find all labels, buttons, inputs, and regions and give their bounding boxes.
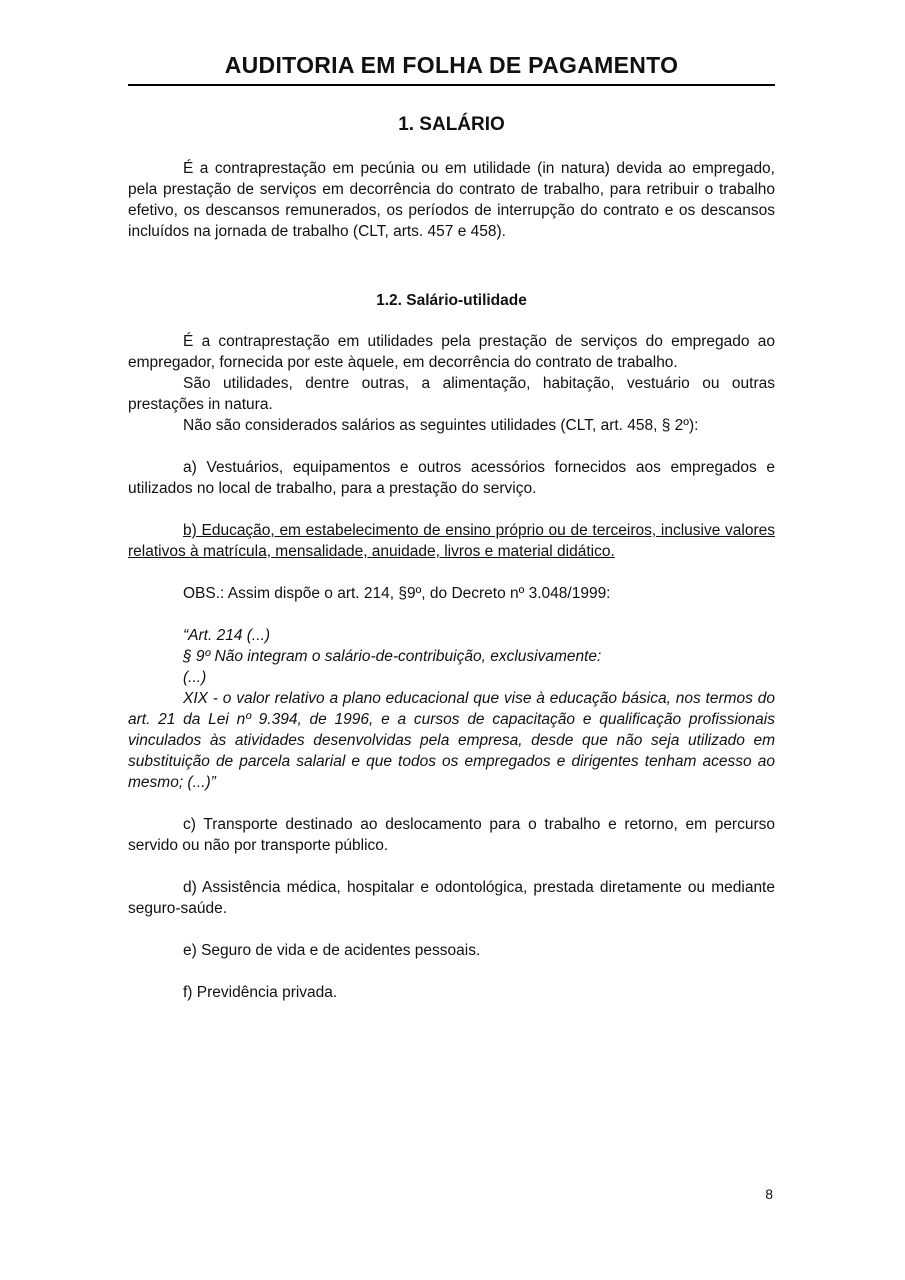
list-item-e: e) Seguro de vida e de acidentes pessoais.: [183, 942, 481, 959]
subsection-title: 1.2. Salário-utilidade: [376, 292, 527, 309]
list-item-f: f) Previdência privada.: [183, 984, 338, 1001]
section-title: 1. SALÁRIO: [398, 114, 505, 135]
paragraph-intro: É a contraprestação em pecúnia ou em utilidade (in natura) devida ao empregado, pela prestação de serviços em decorrência do contrato de trabalho, para retribuir o trabalho efetivo, os descansos remunerados, os períodos de interrupção do contrato e os descansos incluídos na jornada de trabalho (CLT, arts. 457 e 458).: [128, 160, 775, 240]
paragraph-obs: OBS.: Assim dispõe o art. 214, §9º, do Decreto nº 3.048/1999:: [183, 585, 611, 602]
paragraph-sao-utilidades: São utilidades, dentre outras, a alimentação, habitação, vestuário ou outras prestações in natura.: [128, 375, 775, 413]
quote-line-1: “Art. 214 (...): [183, 627, 270, 644]
list-item-b: b) Educação, em estabelecimento de ensino próprio ou de terceiros, inclusive valores relativos à matrícula, mensalidade, anuidade, livros e material didático.: [128, 522, 775, 560]
page-number: 8: [765, 1186, 773, 1202]
quote-line-3: (...): [183, 669, 207, 686]
list-item-a: a) Vestuários, equipamentos e outros acessórios fornecidos aos empregados e utilizados no local de trabalho, para a prestação do serviço.: [128, 459, 775, 497]
quote-line-4: XIX - o valor relativo a plano educacional que vise à educação básica, nos termos do art. 21 da Lei nº 9.394, de 1996, e a cursos de capacitação e qualificação profissionais vinculados às atividades desenvolvidas pela empresa, desde que não seja utilizado em substituição de parcela salarial e que todos os empregados e dirigentes tenham acesso ao mesmo; (...)”: [128, 690, 775, 791]
paragraph-nao-considerados: Não são considerados salários as seguintes utilidades (CLT, art. 458, § 2º):: [183, 417, 699, 434]
paragraph-definicao: É a contraprestação em utilidades pela prestação de serviços do empregado ao empregador, fornecida por este àquele, em decorrência do contrato de trabalho.: [128, 333, 775, 371]
list-item-d: d) Assistência médica, hospitalar e odontológica, prestada diretamente ou mediante seguro-saúde.: [128, 879, 775, 917]
quote-line-2: § 9º Não integram o salário-de-contribuição, exclusivamente:: [183, 648, 602, 665]
legal-quote-block: [128, 625, 775, 793]
document-header: AUDITORIA EM FOLHA DE PAGAMENTO: [128, 52, 775, 86]
list-item-c: c) Transporte destinado ao deslocamento para o trabalho e retorno, em percurso servido ou não por transporte público.: [128, 816, 775, 854]
